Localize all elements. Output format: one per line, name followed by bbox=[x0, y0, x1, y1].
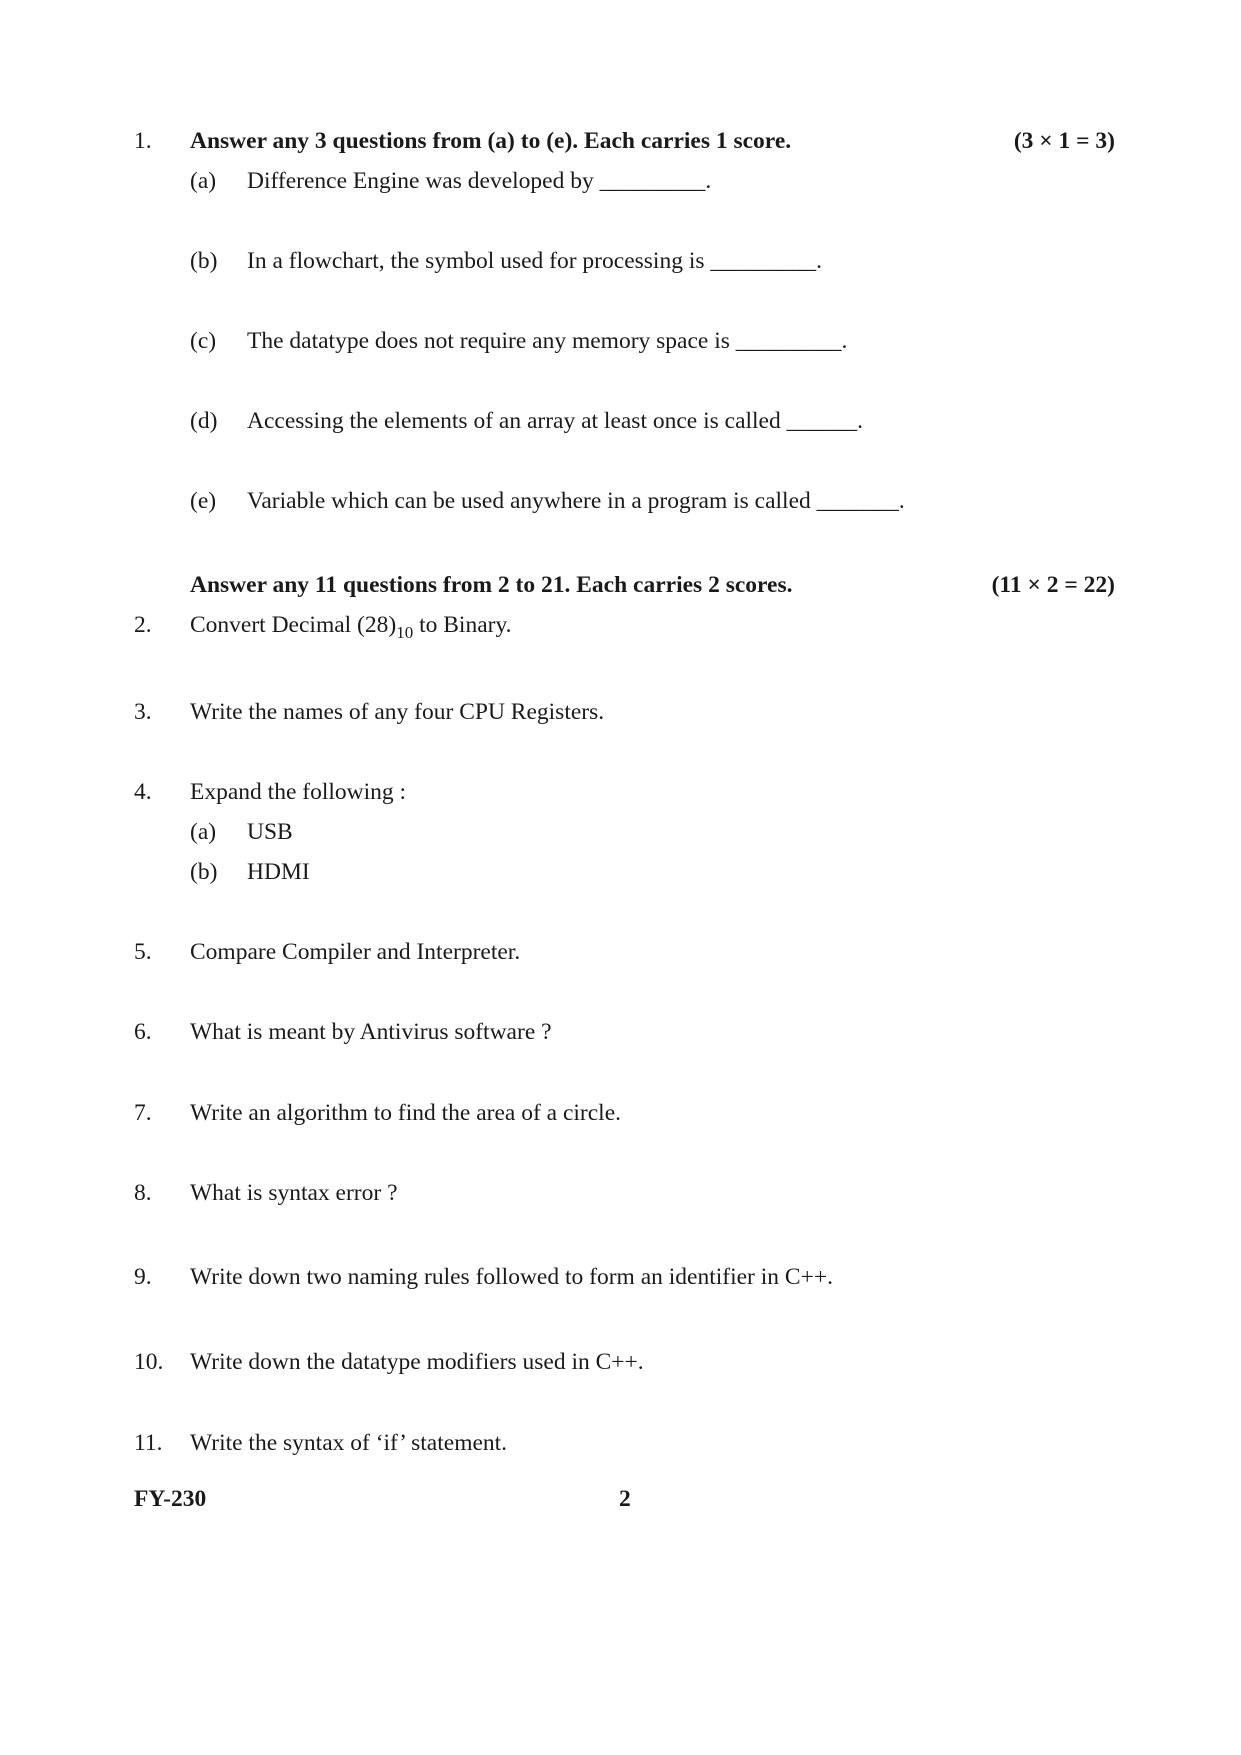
question-text: Write the syntax of ‘if’ statement. bbox=[190, 1430, 508, 1456]
part-label: (b) bbox=[190, 248, 218, 274]
part-text: Difference Engine was developed by _________. bbox=[247, 168, 712, 194]
part-label: (a) bbox=[190, 168, 217, 194]
part-label: (e) bbox=[190, 488, 217, 514]
section-instruction-text: Answer any 11 questions from 2 to 21. Each carries 2 scores. bbox=[190, 572, 793, 598]
question-number: 9. bbox=[134, 1264, 152, 1290]
question-text: Write the names of any four CPU Registers. bbox=[190, 699, 605, 725]
question-text-after: to Binary. bbox=[413, 612, 512, 638]
question-number: 8. bbox=[134, 1180, 152, 1206]
section-marks: (11 × 2 = 22) bbox=[991, 572, 1115, 598]
question-text-before: Convert Decimal (28) bbox=[190, 612, 397, 638]
question-text: Write down two naming rules followed to form an identifier in C++. bbox=[190, 1264, 833, 1290]
part-text: HDMI bbox=[247, 859, 310, 885]
question-number: 6. bbox=[134, 1019, 152, 1045]
question-text: Expand the following : bbox=[190, 779, 407, 805]
base-subscript: 10 bbox=[396, 623, 414, 642]
part-text: In a flowchart, the symbol used for processing is _________. bbox=[247, 248, 822, 274]
question-text: Write an algorithm to find the area of a circle. bbox=[190, 1100, 621, 1126]
question-number: 1. bbox=[134, 128, 152, 154]
part-label: (a) bbox=[190, 819, 217, 845]
question-text: Compare Compiler and Interpreter. bbox=[190, 939, 521, 965]
question-instruction: Answer any 3 questions from (a) to (e). Each carries 1 score. bbox=[190, 128, 792, 154]
question-number: 5. bbox=[134, 939, 152, 965]
question-number: 11. bbox=[134, 1430, 163, 1456]
part-text: Accessing the elements of an array at least once is called ______. bbox=[247, 408, 863, 434]
part-label: (d) bbox=[190, 408, 218, 434]
question-number: 3. bbox=[134, 699, 152, 725]
question-number: 10. bbox=[134, 1349, 164, 1375]
question-number: 7. bbox=[134, 1100, 152, 1126]
page-number: 2 bbox=[619, 1486, 631, 1512]
marks-allocation: (3 × 1 = 3) bbox=[1013, 128, 1115, 154]
part-text: USB bbox=[247, 819, 293, 845]
paper-code: FY-230 bbox=[134, 1486, 207, 1512]
question-text: What is meant by Antivirus software ? bbox=[190, 1019, 552, 1045]
part-label: (c) bbox=[190, 328, 217, 354]
question-number: 4. bbox=[134, 779, 152, 805]
question-text: Write down the datatype modifiers used in C++. bbox=[190, 1349, 644, 1375]
question-text bbox=[190, 610, 512, 640]
question-text: What is syntax error ? bbox=[190, 1180, 398, 1206]
question-number: 2. bbox=[134, 612, 152, 638]
part-label: (b) bbox=[190, 859, 218, 885]
part-text: Variable which can be used anywhere in a program is called _______. bbox=[247, 488, 905, 514]
part-text: The datatype does not require any memory space is _________. bbox=[247, 328, 848, 354]
